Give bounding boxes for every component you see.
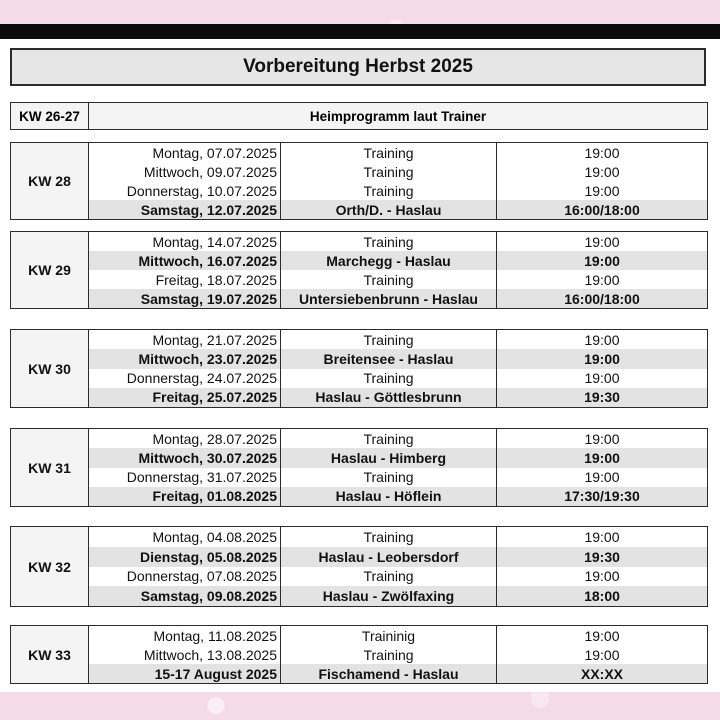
week-block — [10, 526, 708, 607]
time-cell: 19:00 — [584, 430, 620, 447]
event-cell: Breitensee - Haslau — [281, 349, 497, 368]
date-cell: Samstag, 09.08.2025 — [89, 586, 281, 606]
event-cell: Training — [281, 645, 497, 664]
week-rows — [89, 143, 707, 219]
training-row — [89, 143, 707, 162]
week-label: KW 28 — [11, 143, 89, 219]
time-cell: 19:00 — [584, 163, 620, 180]
event-cell: Orth/D. - Haslau — [281, 200, 497, 219]
home-program-row — [10, 102, 708, 130]
time-cell: 19:00 — [584, 144, 620, 161]
date-cell: Mittwoch, 13.08.2025 — [89, 645, 281, 664]
event-cell: Haslau - Göttlesbrunn — [281, 388, 497, 407]
week-block — [10, 329, 708, 408]
date-cell: Donnerstag, 07.08.2025 — [89, 567, 281, 587]
event-cell: Fischamend - Haslau — [281, 664, 497, 683]
time-cell: 19:00 — [584, 568, 620, 585]
home-program-text: Heimprogramm laut Trainer — [309, 108, 487, 124]
match-row — [89, 586, 707, 606]
time-cell: 19:00 — [584, 528, 620, 545]
date-cell: Mittwoch, 09.07.2025 — [89, 162, 281, 181]
week-label: KW 30 — [11, 330, 89, 407]
week-label: KW 29 — [11, 232, 89, 308]
event-cell: Haslau - Leobersdorf — [281, 547, 497, 567]
event-cell: Training — [281, 527, 497, 547]
training-row — [89, 645, 707, 664]
event-cell: Haslau - Himberg — [281, 448, 497, 467]
match-row — [89, 251, 707, 270]
training-row — [89, 162, 707, 181]
date-cell: Dienstag, 05.08.2025 — [89, 547, 281, 567]
date-cell: Mittwoch, 23.07.2025 — [89, 349, 281, 368]
time-cell: XX:XX — [580, 665, 623, 682]
week-label: KW 32 — [11, 527, 89, 606]
week-block — [10, 625, 708, 684]
event-cell: Training — [281, 162, 497, 181]
event-cell: Traininig — [281, 626, 497, 645]
time-cell: 19:00 — [584, 331, 620, 348]
date-cell: Samstag, 12.07.2025 — [89, 200, 281, 219]
time-cell: 19:00 — [584, 233, 620, 250]
week-block — [10, 142, 708, 220]
training-row — [89, 369, 707, 388]
date-cell: Samstag, 19.07.2025 — [89, 289, 281, 308]
event-cell: Untersiebenbrunn - Haslau — [281, 289, 497, 308]
week-label: KW 31 — [11, 429, 89, 506]
event-cell: Training — [281, 143, 497, 162]
match-row — [89, 289, 707, 308]
match-row — [89, 200, 707, 219]
date-cell: Freitag, 18.07.2025 — [89, 270, 281, 289]
week-rows — [89, 527, 707, 606]
match-row — [89, 547, 707, 567]
time-cell: 19:00 — [584, 646, 620, 663]
week-label: KW 33 — [11, 626, 89, 683]
training-row — [89, 429, 707, 448]
event-cell: Training — [281, 181, 497, 200]
event-cell: Training — [281, 232, 497, 251]
match-row — [89, 349, 707, 368]
time-cell: 19:00 — [584, 370, 620, 387]
event-cell: Marchegg - Haslau — [281, 251, 497, 270]
time-cell: 19:30 — [584, 548, 620, 565]
event-cell: Training — [281, 330, 497, 349]
date-cell: Freitag, 25.07.2025 — [89, 388, 281, 407]
date-cell: Montag, 14.07.2025 — [89, 232, 281, 251]
match-row — [89, 664, 707, 683]
time-cell: 19:00 — [584, 271, 620, 288]
training-row — [89, 567, 707, 587]
home-program-kw: KW 26-27 — [11, 103, 89, 129]
week-rows — [89, 626, 707, 683]
training-row — [89, 626, 707, 645]
date-cell: Mittwoch, 30.07.2025 — [89, 448, 281, 467]
page-title: Vorbereitung Herbst 2025 — [10, 48, 706, 86]
date-cell: Mittwoch, 16.07.2025 — [89, 251, 281, 270]
date-cell: Donnerstag, 24.07.2025 — [89, 369, 281, 388]
time-cell: 19:00 — [584, 350, 620, 367]
event-cell: Haslau - Zwölfaxing — [281, 586, 497, 606]
match-row — [89, 487, 707, 506]
time-cell: 18:00 — [584, 588, 620, 605]
week-rows — [89, 330, 707, 407]
event-cell: Haslau - Höflein — [281, 487, 497, 506]
time-cell: 19:00 — [584, 469, 620, 486]
date-cell: Montag, 11.08.2025 — [89, 626, 281, 645]
event-cell: Training — [281, 270, 497, 289]
time-cell: 16:00/18:00 — [564, 290, 640, 307]
top-bar — [0, 24, 720, 39]
date-cell: Montag, 21.07.2025 — [89, 330, 281, 349]
date-cell: Montag, 28.07.2025 — [89, 429, 281, 448]
time-cell: 19:00 — [584, 182, 620, 199]
event-cell: Training — [281, 429, 497, 448]
week-rows — [89, 232, 707, 308]
training-row — [89, 232, 707, 251]
training-row — [89, 181, 707, 200]
time-cell: 16:00/18:00 — [564, 201, 640, 218]
time-cell: 17:30/19:30 — [564, 488, 640, 505]
date-cell: Montag, 07.07.2025 — [89, 143, 281, 162]
week-rows — [89, 429, 707, 506]
time-cell: 19:30 — [584, 389, 620, 406]
date-cell: Donnerstag, 10.07.2025 — [89, 181, 281, 200]
training-row — [89, 527, 707, 547]
date-cell: Freitag, 01.08.2025 — [89, 487, 281, 506]
week-block — [10, 231, 708, 309]
week-block — [10, 428, 708, 507]
match-row — [89, 388, 707, 407]
date-cell: Donnerstag, 31.07.2025 — [89, 468, 281, 487]
date-cell: Montag, 04.08.2025 — [89, 527, 281, 547]
training-row — [89, 468, 707, 487]
event-cell: Training — [281, 567, 497, 587]
date-cell: 15-17 August 2025 — [89, 664, 281, 683]
training-row — [89, 330, 707, 349]
training-row — [89, 270, 707, 289]
time-cell: 19:00 — [584, 252, 620, 269]
time-cell: 19:00 — [584, 449, 620, 466]
event-cell: Training — [281, 468, 497, 487]
event-cell: Training — [281, 369, 497, 388]
match-row — [89, 448, 707, 467]
time-cell: 19:00 — [584, 627, 620, 644]
